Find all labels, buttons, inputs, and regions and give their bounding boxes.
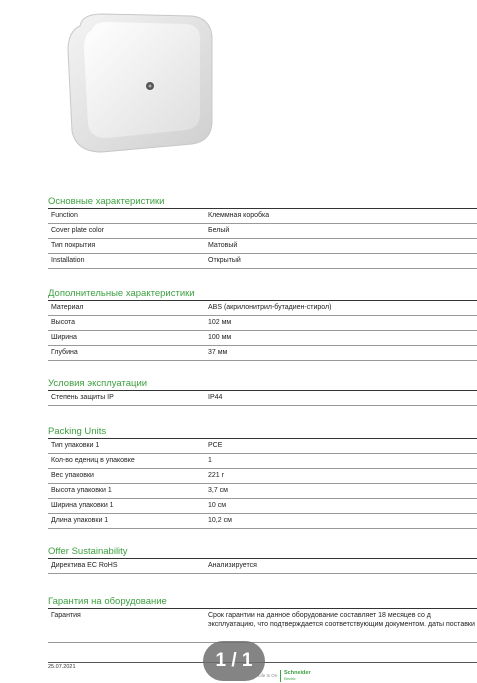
table-row: [48, 499, 477, 514]
row-key: Вес упаковки: [51, 472, 94, 479]
row-value: Срок гарантии на данное оборудование составляет 18 месяцев со д эксплуатацию, что подтверждается соответствующим документом. даты поставки: [208, 612, 475, 628]
table-row: [48, 239, 477, 254]
section-offer-sustainability: [48, 546, 477, 574]
row-value: 3,7 см: [208, 487, 228, 494]
table-row: [48, 469, 477, 484]
row-value: Клеммная коробка: [208, 212, 270, 219]
row-value: 100 мм: [208, 334, 232, 341]
section-title: Гарантия на оборудование: [48, 596, 477, 609]
row-value: ABS (акрилонитрил-бутадиен-стирол): [208, 304, 332, 311]
section-additional-characteristics: [48, 288, 477, 361]
table-row: [48, 224, 477, 239]
section-title: Основные характеристики: [48, 196, 477, 209]
row-value: Открытый: [208, 257, 241, 264]
row-key: Длина упаковки 1: [51, 517, 109, 524]
table-row: [48, 316, 477, 331]
section-warranty: [48, 596, 477, 643]
page-indicator: 1 / 1: [203, 641, 265, 681]
row-key: Высота: [51, 319, 76, 326]
row-value: Матовый: [208, 242, 238, 249]
table-row: [48, 454, 477, 469]
row-value: Анализируется: [208, 562, 257, 569]
row-key: Материал: [51, 304, 84, 311]
row-key: Степень защиты IP: [51, 394, 114, 401]
row-key: Ширина: [51, 334, 77, 341]
footer-date: 25.07.2021: [48, 664, 76, 670]
row-key: Глубина: [51, 349, 78, 356]
row-value: 102 мм: [208, 319, 232, 326]
row-value: 10,2 см: [208, 517, 232, 524]
row-key: Ширина упаковки 1: [51, 502, 114, 509]
brand-name: Schneider: [284, 670, 311, 676]
row-key: Тип покрытия: [51, 242, 96, 249]
row-key: Тип упаковки 1: [51, 442, 100, 449]
table-row: [48, 346, 477, 361]
life-is-on-tagline: Life Is On: [258, 673, 278, 678]
row-key: Function: [51, 212, 78, 219]
row-key: Гарантия: [51, 612, 81, 619]
table-row: [48, 254, 477, 269]
table-row: [48, 331, 477, 346]
table-row: [48, 301, 477, 316]
table-row: [48, 439, 477, 454]
row-key: Кол-во едениц в упаковке: [51, 457, 135, 464]
section-packing-units: [48, 426, 477, 529]
section-title: Packing Units: [48, 426, 477, 439]
row-key: Высота упаковки 1: [51, 487, 112, 494]
table-row: [48, 514, 477, 529]
schneider-logo: [280, 670, 311, 682]
row-value: 37 мм: [208, 349, 228, 356]
row-value: 10 см: [208, 502, 227, 509]
row-value: PCE: [208, 442, 223, 449]
table-row: [48, 391, 477, 406]
section-title: Дополнительные характеристики: [48, 288, 477, 301]
row-value: IP44: [208, 394, 223, 401]
row-key: Installation: [51, 257, 85, 264]
junction-box-image: [62, 6, 217, 156]
table-row: [48, 559, 477, 574]
row-value: 1: [208, 457, 212, 464]
section-title: Условия эксплуатации: [48, 378, 477, 391]
table-row: [48, 609, 477, 643]
row-value: 221 г: [208, 472, 225, 479]
row-key: Директива EC RoHS: [51, 562, 118, 569]
row-value: Белый: [208, 227, 230, 234]
brand-sub: Electric: [284, 677, 296, 681]
row-key: Cover plate color: [51, 227, 104, 234]
section-operating-conditions: [48, 378, 477, 406]
table-row: [48, 484, 477, 499]
section-title: Offer Sustainability: [48, 546, 477, 559]
section-main-characteristics: [48, 196, 477, 269]
table-row: [48, 209, 477, 224]
